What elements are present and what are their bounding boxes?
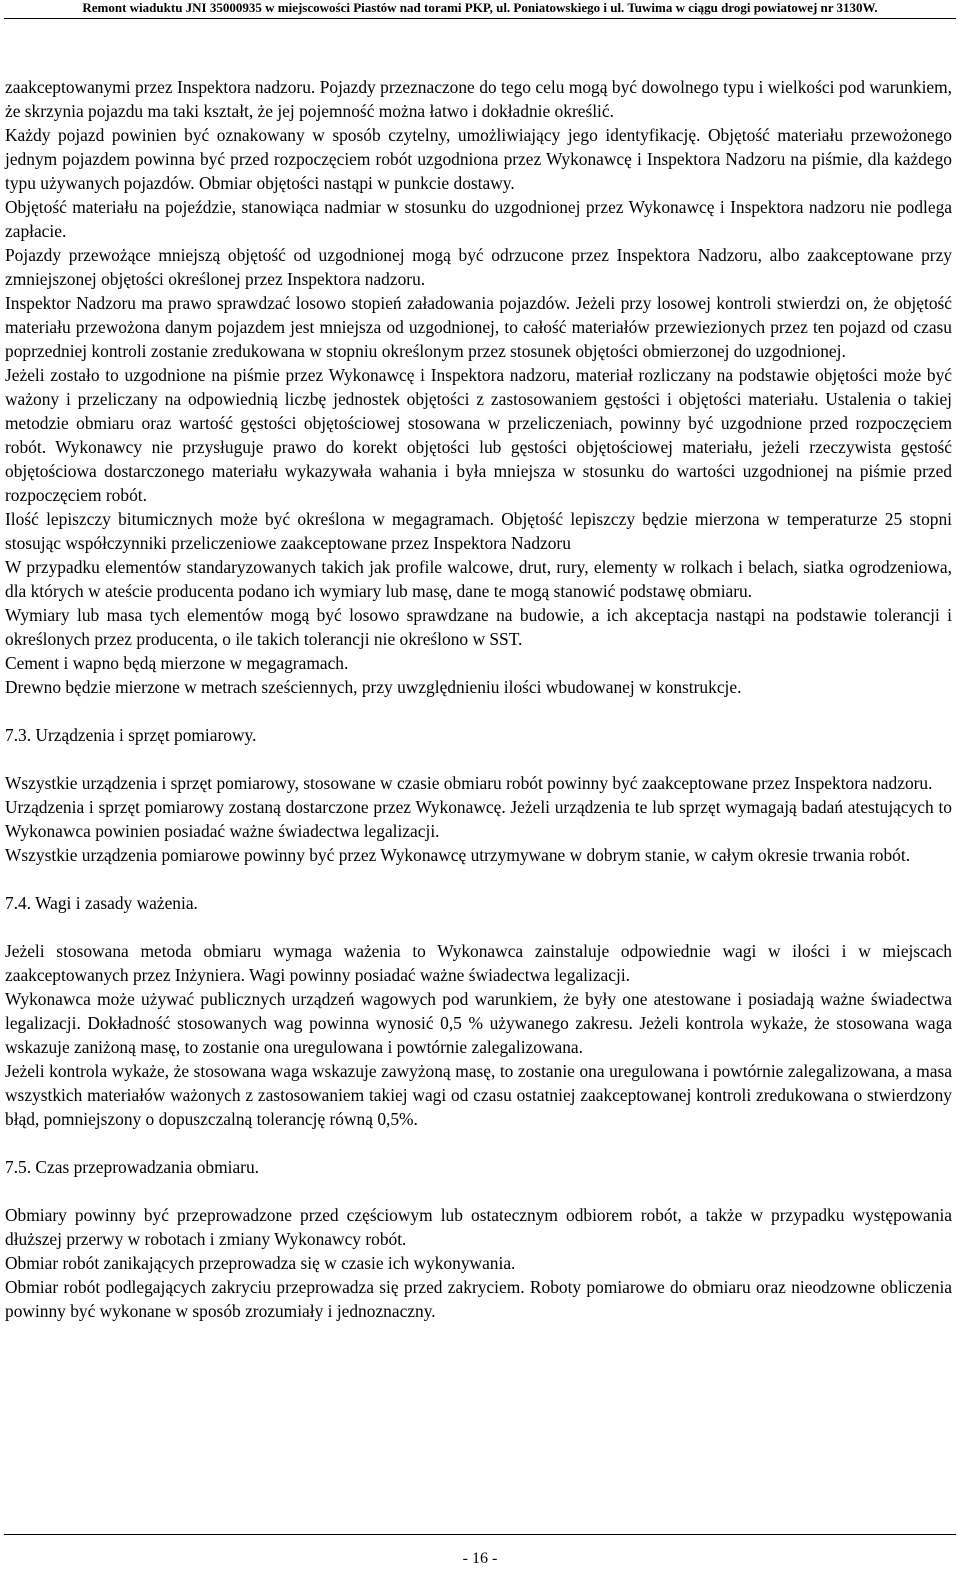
paragraph: Wykonawca może używać publicznych urządzeń wagowych pod warunkiem, że były one atestowane i posiadają ważne świadectwa legalizacji. Dokładność stosowanych wag powinna wynosić 0,5 % używanego zakresu. Jeżeli kontrola wykaże, że stosowana waga wskazuje zaniżoną masę, to zostanie ona uregulowana i powtórnie zalegalizowana. [5, 989, 952, 1057]
paragraph: Jeżeli kontrola wykaże, że stosowana waga wskazuje zawyżoną masę, to zostanie ona uregulowana i powtórnie zalegalizowana, a masa wszystkich materiałów ważonych z zastosowaniem takiej wagi od czasu ostatniej zaakceptowanej kontroli zredukowana o stwierdzony błąd, pomniejszony o dopuszczalną tolerancję równą 0,5%. [5, 1061, 952, 1129]
section-heading-7-3: 7.3. Urządzenia i sprzęt pomiarowy. [5, 725, 257, 745]
paragraph: Każdy pojazd powinien być oznakowany w sposób czytelny, umożliwiający jego identyfikację. Objętość materiału przewożonego jednym pojazdem powinna być przed rozpoczęciem robót uzgodniona przez Wykonawcę i Inspektora Nadzoru na piśmie, dla każdego typu używanych pojazdów. Obmiar objętości nastąpi w punkcie dostawy. [5, 125, 952, 193]
paragraph: Urządzenia i sprzęt pomiarowy zostaną dostarczone przez Wykonawcę. Jeżeli urządzenia te lub sprzęt wymagają badań atestujących to Wykonawca powinien posiadać ważne świadectwa legalizacji. [5, 797, 952, 841]
paragraph: Jeżeli stosowana metoda obmiaru wymaga ważenia to Wykonawca zainstaluje odpowiednie wagi w ilości i w miejscach zaakceptowanych przez Inżyniera. Wagi powinny posiadać ważne świadectwa legalizacji. [5, 941, 952, 985]
paragraph: Obmiar robót zanikających przeprowadza się w czasie ich wykonywania. [5, 1253, 516, 1273]
header-divider [4, 18, 956, 19]
header-title: Remont wiaduktu JNI 35000935 w miejscowości Piastów nad torami PKP, ul. Poniatowskiego i ul. Tuwima w ciągu drogi powiatowej nr 3130W. [82, 0, 878, 15]
paragraph: Wymiary lub masa tych elementów mogą być losowo sprawdzane na budowie, a ich akceptacja nastąpi na podstawie tolerancji i określonych przez producenta, o ile takich tolerancji nie określono w SST. [5, 605, 952, 649]
document-body [5, 75, 952, 1323]
footer-divider [4, 1534, 956, 1535]
paragraph: Obmiary powinny być przeprowadzone przed częściowym lub ostatecznym odbiorem robót, a także w przypadku występowania dłuższej przerwy w robotach i zmiany Wykonawcy robót. [5, 1205, 952, 1249]
paragraph: Wszystkie urządzenia i sprzęt pomiarowy, stosowane w czasie obmiaru robót powinny być zaakceptowane przez Inspektora nadzoru. [5, 773, 933, 793]
paragraph: zaakceptowanymi przez Inspektora nadzoru. Pojazdy przeznaczone do tego celu mogą być dowolnego typu i wielkości pod warunkiem, że skrzynia pojazdu ma taki kształt, że jej pojemność można łatwo i dokładnie określić. [5, 77, 952, 121]
paragraph: Pojazdy przewożące mniejszą objętość od uzgodnionej mogą być odrzucone przez Inspektora Nadzoru, albo zaakceptowane przy zmniejszonej objętości określonej przez Inspektora nadzoru. [5, 245, 952, 289]
paragraph: W przypadku elementów standaryzowanych takich jak profile walcowe, drut, rury, elementy w rolkach i belach, siatka ogrodzeniowa, dla których w ateście producenta podano ich wymiary lub masę, dane te mogą stanowić podstawę obmiaru. [5, 557, 952, 601]
paragraph: Objętość materiału na pojeździe, stanowiąca nadmiar w stosunku do uzgodnionej przez Wykonawcę i Inspektora nadzoru nie podlega zapłacie. [5, 197, 952, 241]
paragraph: Inspektor Nadzoru ma prawo sprawdzać losowo stopień załadowania pojazdów. Jeżeli przy losowej kontroli stwierdzi on, że objętość materiału przewożona danym pojazdem jest mniejsza od uzgodnionej, to całość materiałów przewiezionych przez ten pojazd od czasu poprzedniej kontroli zostanie zredukowana w stopniu określonym przez stosunek objętości obmierzonej do uzgodnionej. [5, 293, 952, 361]
paragraph: Ilość lepiszczy bitumicznych może być określona w megagramach. Objętość lepiszczy będzie mierzona w temperaturze 25 stopni stosując współczynniki przeliczeniowe zaakceptowane przez Inspektora Nadzoru [5, 509, 952, 553]
paragraph: Wszystkie urządzenia pomiarowe powinny być przez Wykonawcę utrzymywane w dobrym stanie, w całym okresie trwania robót. [5, 845, 911, 865]
paragraph: Jeżeli zostało to uzgodnione na piśmie przez Wykonawcę i Inspektora nadzoru, materiał rozliczany na podstawie objętości może być ważony i przeliczany na odpowiednią liczbę jednostek objętości z zastosowaniem gęstości i objętości materiału. Ustalenia o takiej metodzie obmiaru oraz wartość gęstości objętościowej stosowana w przeliczeniach, powinny być uzgodnione przed rozpoczęciem robót. Wykonawcy nie przysługuje prawo do korekt objętości lub gęstości objętościowej materiału, jeżeli rzeczywista gęstość objętościowa dostarczonego materiału wykazywała wahania i była mniejsza w stosunku do wartości uzgodnionej na piśmie przed rozpoczęciem robót. [5, 365, 952, 505]
paragraph: Cement i wapno będą mierzone w megagramach. [5, 653, 349, 673]
paragraph: Drewno będzie mierzone w metrach sześciennych, przy uwzględnieniu ilości wbudowanej w konstrukcje. [5, 677, 742, 697]
paragraph: Obmiar robót podlegających zakryciu przeprowadza się przed zakryciem. Roboty pomiarowe do obmiaru oraz nieodzowne obliczenia powinny być wykonane w sposób zrozumiały i jednoznaczny. [5, 1277, 952, 1321]
page-number: - 16 - [462, 1550, 498, 1567]
section-heading-7-5: 7.5. Czas przeprowadzania obmiaru. [5, 1157, 259, 1177]
section-heading-7-4: 7.4. Wagi i zasady ważenia. [5, 893, 198, 913]
